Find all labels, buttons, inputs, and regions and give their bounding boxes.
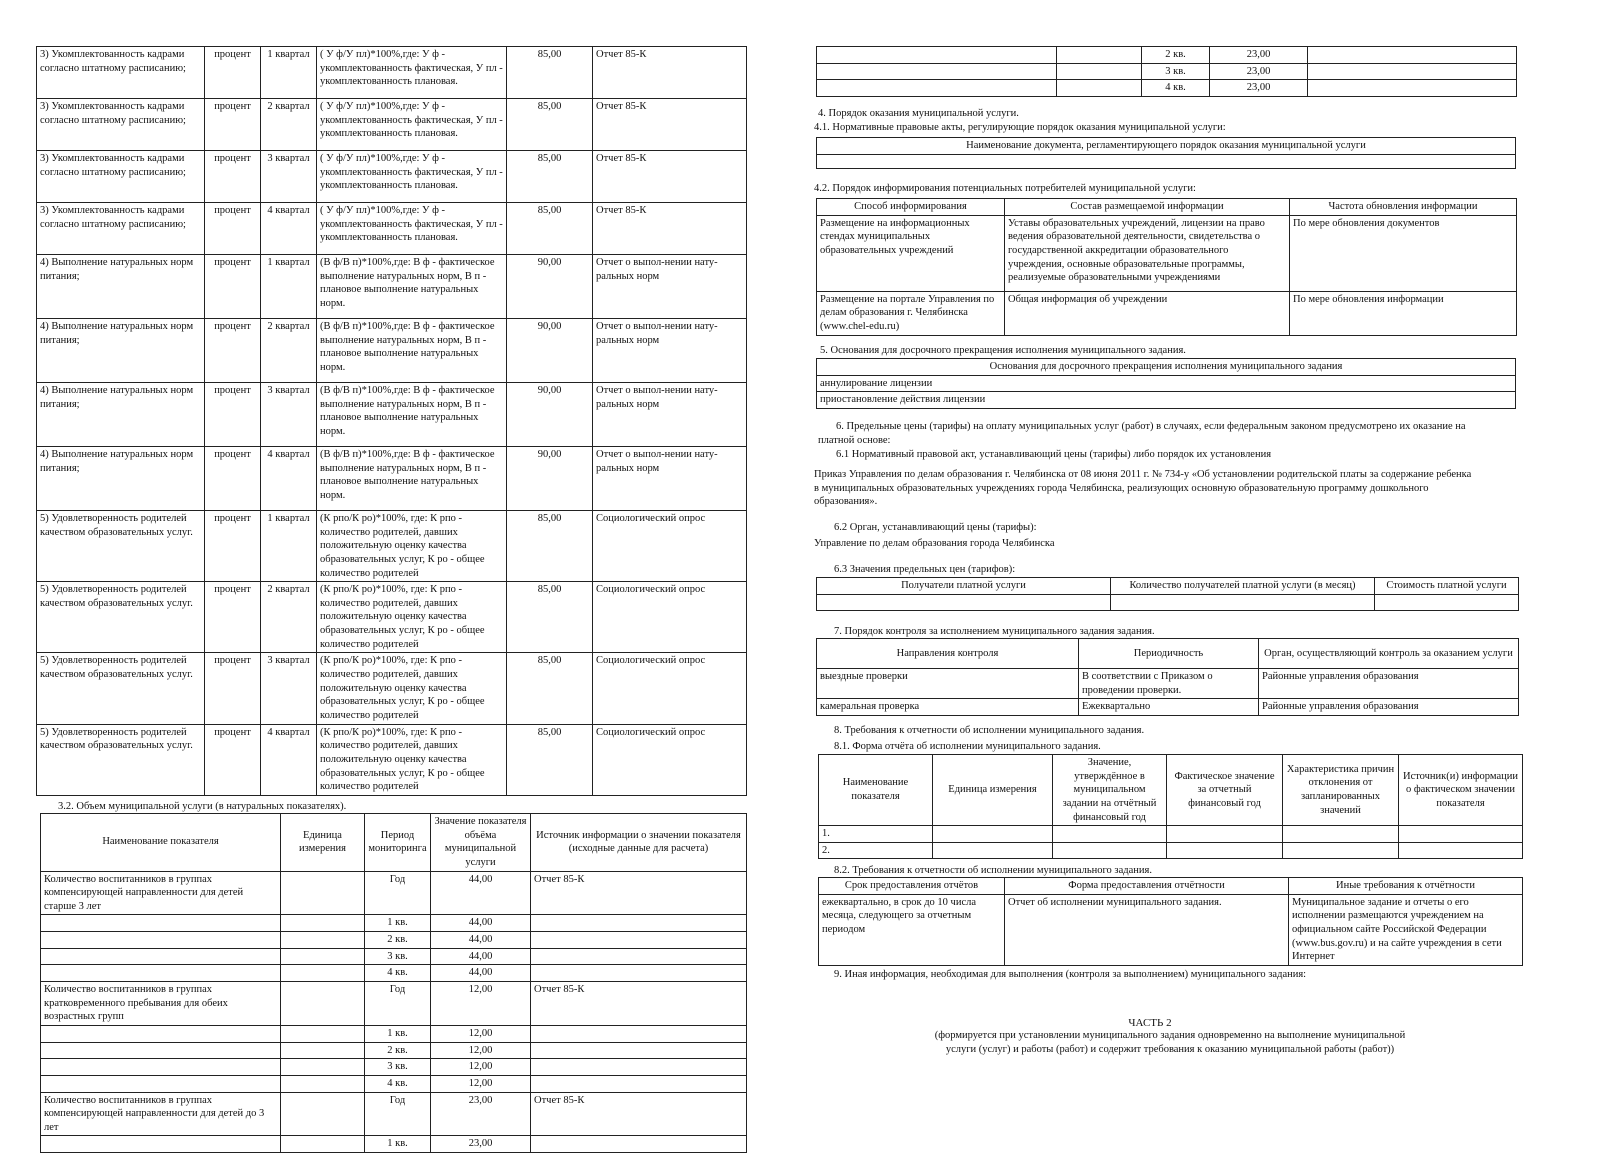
volume-value: 44,00 (431, 948, 531, 965)
termination-row (817, 392, 1516, 409)
report-number: 2. (819, 842, 933, 859)
volume-name (817, 63, 1057, 80)
req-header-cell: Срок предоставления отчётов (819, 878, 1005, 895)
indicator-value: 85,00 (507, 203, 593, 255)
volume-row (41, 871, 747, 915)
indicator-period: 4 квартал (261, 447, 317, 511)
indicator-period: 3 квартал (261, 653, 317, 724)
volume-value: 12,00 (431, 982, 531, 1026)
volume-source (1308, 47, 1517, 64)
indicator-period: 1 квартал (261, 511, 317, 582)
indicator-row (37, 511, 747, 582)
indicator-name: 3) Укомплектованность кадрами согласно штатному расписанию; (37, 151, 205, 203)
req-term: ежеквартально, в срок до 10 числа месяца, следующего за отчетным периодом (819, 894, 1005, 965)
volume-unit (281, 932, 365, 949)
volume-source (531, 915, 747, 932)
indicator-row (37, 99, 747, 151)
volume-source (531, 1025, 747, 1042)
volume-name: Количество воспитанников в группах кратковременного пребывания для обеих возрастных групп (41, 982, 281, 1026)
report-header-cell: Значение, утверждённое в муниципальном задании на отчётный финансовый год (1053, 755, 1167, 826)
volume-row (41, 1092, 747, 1136)
indicator-unit: процент (205, 511, 261, 582)
section-9-title: 9. Иная информация, необходимая для выполнения (контроля за выполнением) муниципального задания: (834, 969, 1307, 980)
indicator-formula: (К рпо/К ро)*100%, где: К рпо - количество родителей, давших положительную оценку качества образовательных услуг, К ро - общее количество родителей (317, 653, 507, 724)
volume-name (41, 1075, 281, 1092)
volume-table (40, 813, 747, 1153)
volume-source (531, 965, 747, 982)
volume-unit (281, 1025, 365, 1042)
report-empty-cell (1283, 826, 1399, 843)
tariffs-empty-cell (1111, 594, 1375, 610)
report-empty-cell (933, 842, 1053, 859)
indicator-unit: процент (205, 383, 261, 447)
volume-header-cell: Наименование показателя (41, 814, 281, 872)
volume-period: 1 кв. (365, 1025, 431, 1042)
control-period: Ежеквартально (1079, 699, 1259, 716)
control-organ: Районные управления образования (1259, 699, 1519, 716)
volume-source (531, 1059, 747, 1076)
regulatory-acts-header: Наименование документа, регламентирующего порядок оказания муниципальной услуги (817, 138, 1516, 155)
report-empty-cell (1053, 842, 1167, 859)
regulatory-acts-empty-row (817, 154, 1516, 168)
volume-unit (281, 871, 365, 915)
indicator-row (37, 582, 747, 653)
volume-unit (1057, 47, 1142, 64)
volume-continuation-row (817, 80, 1517, 97)
volume-source (531, 1075, 747, 1092)
indicator-value: 85,00 (507, 724, 593, 795)
volume-name (41, 1025, 281, 1042)
control-header-cell: Направления контроля (817, 639, 1079, 669)
volume-period: Год (365, 1092, 431, 1136)
section-4-2-title: 4.2. Порядок информирования потенциальных потребителей муниципальной услуги: (814, 183, 1196, 194)
indicator-name: 4) Выполнение натуральных норм питания; (37, 319, 205, 383)
indicator-value: 85,00 (507, 582, 593, 653)
indicator-period: 4 квартал (261, 203, 317, 255)
right-page (800, 0, 1600, 1132)
info-content: Уставы образовательных учреждений, лицензии на право ведения образовательной деятельности, свидетельства о государственной аккредитации образовательного учреждения, основные образовательные программы, реализуемые образовательными учреждениями (1005, 215, 1290, 291)
indicator-period: 2 квартал (261, 99, 317, 151)
volume-unit (281, 948, 365, 965)
indicator-source: Отчет 85-К (593, 151, 747, 203)
information-table (816, 198, 1517, 336)
section-6-3-title: 6.3 Значения предельных цен (тарифов): (834, 564, 1016, 575)
req-other: Муниципальное задание и отчеты о его исполнении размещаются учреждением на официальном сайте Российской Федерации (www.bus.gov.ru) и на сайте учреждения в сети Интернет (1289, 894, 1523, 965)
volume-name (41, 1059, 281, 1076)
indicator-unit: процент (205, 47, 261, 99)
indicator-unit: процент (205, 151, 261, 203)
volume-unit (281, 1136, 365, 1153)
indicator-value: 85,00 (507, 653, 593, 724)
volume-period: 4 кв. (365, 1075, 431, 1092)
indicator-formula: (В ф/В п)*100%,где: В ф - фактическое выполнение натуральных норм, В п - плановое выполнение натуральных норм. (317, 383, 507, 447)
indicator-row (37, 151, 747, 203)
report-header-cell: Фактическое значение за отчетный финансовый год (1167, 755, 1283, 826)
volume-value: 44,00 (431, 965, 531, 982)
indicator-period: 1 квартал (261, 255, 317, 319)
volume-source (531, 948, 747, 965)
volume-source: Отчет 85-К (531, 1092, 747, 1136)
section-6-1-title: 6.1 Нормативный правовой акт, устанавливающий цены (тарифы) либо порядок их установления (836, 449, 1272, 460)
indicator-formula: ( У ф/У пл)*100%,где: У ф - укомплектованность фактическая, У пл - укомплектованность плановая. (317, 203, 507, 255)
report-header-cell: Характеристика причин отклонения от запланированных значений (1283, 755, 1399, 826)
info-header-cell: Частота обновления информации (1290, 199, 1517, 216)
indicator-source: Социологический опрос (593, 724, 747, 795)
volume-name (41, 1042, 281, 1059)
volume-value: 12,00 (431, 1042, 531, 1059)
indicator-value: 90,00 (507, 319, 593, 383)
report-form-table (818, 754, 1523, 859)
indicator-row (37, 447, 747, 511)
volume-header-cell: Источник информации о значении показателя (исходные данные для расчета) (531, 814, 747, 872)
indicator-unit: процент (205, 99, 261, 151)
volume-name: Количество воспитанников в группах компенсирующей направленности для детей старше 3 лет (41, 871, 281, 915)
info-row (817, 291, 1517, 335)
indicator-formula: (К рпо/К ро)*100%, где: К рпо - количество родителей, давших положительную оценку качества образовательных услуг, К ро - общее количество родителей (317, 724, 507, 795)
termination-reason: приостановление действия лицензии (817, 392, 1516, 409)
volume-continuation-row (817, 47, 1517, 64)
volume-unit (281, 1092, 365, 1136)
indicator-unit: процент (205, 255, 261, 319)
tariffs-header-cell: Получатели платной услуги (817, 578, 1111, 595)
tariffs-empty-cell (817, 594, 1111, 610)
indicator-name: 5) Удовлетворенность родителей качеством образовательных услуг. (37, 582, 205, 653)
indicator-source: Отчет 85-К (593, 203, 747, 255)
volume-source (1308, 63, 1517, 80)
info-header-cell: Состав размещаемой информации (1005, 199, 1290, 216)
volume-source: Отчет 85-К (531, 871, 747, 915)
volume-name (817, 80, 1057, 97)
volume-value: 12,00 (431, 1025, 531, 1042)
section-8-1-title: 8.1. Форма отчёта об исполнении муниципального задания. (834, 741, 1101, 752)
info-method: Размещение на портале Управления по делам образования г. Челябинска (www.chel-edu.ru) (817, 291, 1005, 335)
info-header-cell: Способ информирования (817, 199, 1005, 216)
control-row (817, 699, 1519, 716)
volume-period: Год (365, 871, 431, 915)
indicator-formula: (В ф/В п)*100%,где: В ф - фактическое выполнение натуральных норм, В п - плановое выполнение натуральных норм. (317, 447, 507, 511)
termination-reason: аннулирование лицензии (817, 375, 1516, 392)
indicator-formula: (К рпо/К ро)*100%, где: К рпо - количество родителей, давших положительную оценку качества образовательных услуг, К ро - общее количество родителей (317, 511, 507, 582)
indicator-value: 85,00 (507, 47, 593, 99)
termination-row (817, 375, 1516, 392)
volume-unit (281, 965, 365, 982)
regulatory-acts-table (816, 137, 1516, 169)
volume-name (41, 965, 281, 982)
indicator-row (37, 653, 747, 724)
section-6-1-text: Приказ Управления по делам образования г. Челябинска от 08 июня 2011 г. № 734-у «Об установлении родительской платы за содержание ребенка в муниципальных образовательных учреждениях города Челябинска, реализующих основную образовательную программу дошкольного образования». (814, 469, 1472, 508)
report-empty-cell (1283, 842, 1399, 859)
termination-header: Основания для досрочного прекращения исполнения муниципального задания (817, 359, 1516, 376)
volume-period: 3 кв. (365, 1059, 431, 1076)
indicator-source: Социологический опрос (593, 511, 747, 582)
volume-header-cell: Период мониторинга (365, 814, 431, 872)
volume-value: 23,00 (1210, 47, 1308, 64)
volume-name (41, 948, 281, 965)
indicator-source: Отчет 85-К (593, 99, 747, 151)
indicator-name: 4) Выполнение натуральных норм питания; (37, 383, 205, 447)
report-empty-cell (1167, 826, 1283, 843)
indicator-unit: процент (205, 582, 261, 653)
volume-period: 2 кв. (365, 932, 431, 949)
indicator-value: 85,00 (507, 99, 593, 151)
indicator-source: Отчет о выпол-нении нату-ральных норм (593, 255, 747, 319)
volume-value: 12,00 (431, 1059, 531, 1076)
report-row (819, 826, 1523, 843)
volume-period: 3 кв. (1142, 63, 1210, 80)
indicator-value: 90,00 (507, 447, 593, 511)
volume-value: 12,00 (431, 1075, 531, 1092)
control-organ: Районные управления образования (1259, 669, 1519, 699)
indicator-formula: ( У ф/У пл)*100%,где: У ф - укомплектованность фактическая, У пл - укомплектованность плановая. (317, 151, 507, 203)
volume-row (41, 932, 747, 949)
volume-unit (281, 1075, 365, 1092)
indicator-period: 2 квартал (261, 319, 317, 383)
volume-period: 2 кв. (1142, 47, 1210, 64)
info-content: Общая информация об учреждении (1005, 291, 1290, 335)
indicator-value: 90,00 (507, 383, 593, 447)
volume-value: 44,00 (431, 932, 531, 949)
section-7-title: 7. Порядок контроля за исполнением муниципального задания задания. (834, 626, 1155, 637)
volume-value: 23,00 (431, 1092, 531, 1136)
indicator-source: Социологический опрос (593, 653, 747, 724)
report-header-cell: Единица измерения (933, 755, 1053, 826)
volume-unit (1057, 80, 1142, 97)
section-4-title: 4. Порядок оказания муниципальной услуги. (818, 108, 1019, 119)
info-frequency: По мере обновления документов (1290, 215, 1517, 291)
indicator-unit: процент (205, 319, 261, 383)
req-form: Отчет об исполнении муниципального задания. (1005, 894, 1289, 965)
tariffs-header-cell: Количество получателей платной услуги (в месяц) (1111, 578, 1375, 595)
volume-name (817, 47, 1057, 64)
part-2-text: (формируется при установлении муниципального задания одновременно на выполнение муниципальной услуги (услуг) и работы (работ) и содержит требования к оказанию муниципальной работы (работ)) (934, 1030, 1406, 1055)
report-empty-cell (1167, 842, 1283, 859)
indicator-name: 3) Укомплектованность кадрами согласно штатному расписанию; (37, 47, 205, 99)
section-6-title: 6. Предельные цены (тарифы) на оплату муниципальных услуг (работ) в случаях, если федеральным законом предусмотрено их оказание на платной основе: (818, 421, 1466, 446)
control-header-cell: Периодичность (1079, 639, 1259, 669)
indicator-source: Отчет о выпол-нении нату-ральных норм (593, 383, 747, 447)
volume-source (531, 1136, 747, 1153)
report-header-cell: Наименование показателя (819, 755, 933, 826)
volume-source: Отчет 85-К (531, 982, 747, 1026)
volume-value: 44,00 (431, 871, 531, 915)
indicator-period: 4 квартал (261, 724, 317, 795)
indicator-source: Отчет о выпол-нении нату-ральных норм (593, 319, 747, 383)
volume-unit (281, 982, 365, 1026)
volume-period: 1 кв. (365, 915, 431, 932)
indicator-value: 85,00 (507, 151, 593, 203)
indicator-row (37, 724, 747, 795)
info-frequency: По мере обновления информации (1290, 291, 1517, 335)
volume-value: 23,00 (1210, 80, 1308, 97)
report-number: 1. (819, 826, 933, 843)
info-method: Размещение на информационных стендах муниципальных образовательных учреждений (817, 215, 1005, 291)
indicator-name: 4) Выполнение натуральных норм питания; (37, 255, 205, 319)
control-table (816, 638, 1519, 716)
part-2-title: ЧАСТЬ 2 (1128, 1017, 1172, 1029)
info-row (817, 215, 1517, 291)
volume-name (41, 1136, 281, 1153)
indicator-period: 2 квартал (261, 582, 317, 653)
volume-unit (281, 915, 365, 932)
volume-value: 23,00 (1210, 63, 1308, 80)
volume-row (41, 1075, 747, 1092)
report-header-cell: Источник(и) информации о фактическом значении показателя (1399, 755, 1523, 826)
indicator-name: 3) Укомплектованность кадрами согласно штатному расписанию; (37, 99, 205, 151)
control-direction: камеральная проверка (817, 699, 1079, 716)
volume-table-continuation (816, 46, 1517, 97)
indicator-name: 5) Удовлетворенность родителей качеством образовательных услуг. (37, 653, 205, 724)
indicator-source: Социологический опрос (593, 582, 747, 653)
volume-period: 4 кв. (365, 965, 431, 982)
indicator-unit: процент (205, 203, 261, 255)
report-empty-cell (1399, 842, 1523, 859)
indicator-source: Отчет о выпол-нении нату-ральных норм (593, 447, 747, 511)
indicator-period: 3 квартал (261, 151, 317, 203)
report-empty-cell (1399, 826, 1523, 843)
volume-source (531, 932, 747, 949)
volume-value: 23,00 (431, 1136, 531, 1153)
volume-row (41, 915, 747, 932)
reporting-requirements-table (818, 877, 1523, 966)
section-6-2-text: Управление по делам образования города Челябинска (814, 538, 1055, 549)
quality-indicators-table (36, 46, 747, 796)
indicator-formula: ( У ф/У пл)*100%,где: У ф - укомплектованность фактическая, У пл - укомплектованность плановая. (317, 47, 507, 99)
volume-row (41, 1136, 747, 1153)
volume-unit (281, 1059, 365, 1076)
control-row (817, 669, 1519, 699)
section-5-title: 5. Основания для досрочного прекращения исполнения муниципального задания. (820, 345, 1186, 356)
indicator-value: 90,00 (507, 255, 593, 319)
volume-source (531, 1042, 747, 1059)
indicator-name: 5) Удовлетворенность родителей качеством образовательных услуг. (37, 724, 205, 795)
indicator-row (37, 319, 747, 383)
indicator-unit: процент (205, 653, 261, 724)
indicator-formula: (В ф/В п)*100%,где: В ф - фактическое выполнение натуральных норм, В п - плановое выполнение натуральных норм. (317, 255, 507, 319)
indicator-name: 4) Выполнение натуральных норм питания; (37, 447, 205, 511)
indicator-unit: процент (205, 724, 261, 795)
control-header-cell: Орган, осуществляющий контроль за оказанием услуги (1259, 639, 1519, 669)
report-row (819, 842, 1523, 859)
volume-row (41, 965, 747, 982)
req-header-cell: Форма предоставления отчётности (1005, 878, 1289, 895)
indicator-name: 3) Укомплектованность кадрами согласно штатному расписанию; (37, 203, 205, 255)
report-empty-cell (933, 826, 1053, 843)
indicator-formula: (В ф/В п)*100%,где: В ф - фактическое выполнение натуральных норм, В п - плановое выполнение натуральных норм. (317, 319, 507, 383)
volume-period: 2 кв. (365, 1042, 431, 1059)
volume-continuation-row (817, 63, 1517, 80)
indicator-unit: процент (205, 447, 261, 511)
volume-period: Год (365, 982, 431, 1026)
indicator-value: 85,00 (507, 511, 593, 582)
indicator-row (37, 47, 747, 99)
volume-value: 44,00 (431, 915, 531, 932)
indicator-source: Отчет 85-К (593, 47, 747, 99)
indicator-row (37, 383, 747, 447)
termination-table (816, 358, 1516, 409)
volume-row (41, 1059, 747, 1076)
indicator-period: 3 квартал (261, 383, 317, 447)
volume-period: 1 кв. (365, 1136, 431, 1153)
control-period: В соответствии с Приказом о проведении проверки. (1079, 669, 1259, 699)
volume-row (41, 1025, 747, 1042)
section-8-2-title: 8.2. Требования к отчетности об исполнении муниципального задания. (834, 865, 1152, 876)
volume-row (41, 1042, 747, 1059)
tariffs-header-cell: Стоимость платной услуги (1375, 578, 1519, 595)
volume-unit (1057, 63, 1142, 80)
volume-name (41, 915, 281, 932)
indicator-row (37, 255, 747, 319)
indicator-row (37, 203, 747, 255)
section-4-1-title: 4.1. Нормативные правовые акты, регулирующие порядок оказания муниципальной услуги: (814, 122, 1226, 133)
report-empty-cell (1053, 826, 1167, 843)
indicator-formula: ( У ф/У пл)*100%,где: У ф - укомплектованность фактическая, У пл - укомплектованность плановая. (317, 99, 507, 151)
control-direction: выездные проверки (817, 669, 1079, 699)
volume-header-cell: Единица измерения (281, 814, 365, 872)
indicator-name: 5) Удовлетворенность родителей качеством образовательных услуг. (37, 511, 205, 582)
volume-unit (281, 1042, 365, 1059)
volume-heading: 3.2. Объем муниципальной услуги (в натуральных показателях). (58, 801, 347, 812)
tariffs-table (816, 577, 1519, 611)
volume-name (41, 932, 281, 949)
req-header-cell: Иные требования к отчётности (1289, 878, 1523, 895)
section-8-title: 8. Требования к отчетности об исполнении муниципального задания. (834, 725, 1145, 736)
volume-period: 3 кв. (365, 948, 431, 965)
volume-row (41, 948, 747, 965)
left-page (0, 0, 800, 1150)
indicator-formula: (К рпо/К ро)*100%, где: К рпо - количество родителей, давших положительную оценку качества образовательных услуг, К ро - общее количество родителей (317, 582, 507, 653)
volume-header-cell: Значение показателя объёма муниципальной услуги (431, 814, 531, 872)
volume-period: 4 кв. (1142, 80, 1210, 97)
volume-row (41, 982, 747, 1026)
tariffs-empty-cell (1375, 594, 1519, 610)
volume-source (1308, 80, 1517, 97)
section-6-2-title: 6.2 Орган, устанавливающий цены (тарифы): (834, 522, 1037, 533)
volume-name: Количество воспитанников в группах компенсирующей направленности для детей до 3 лет (41, 1092, 281, 1136)
indicator-period: 1 квартал (261, 47, 317, 99)
